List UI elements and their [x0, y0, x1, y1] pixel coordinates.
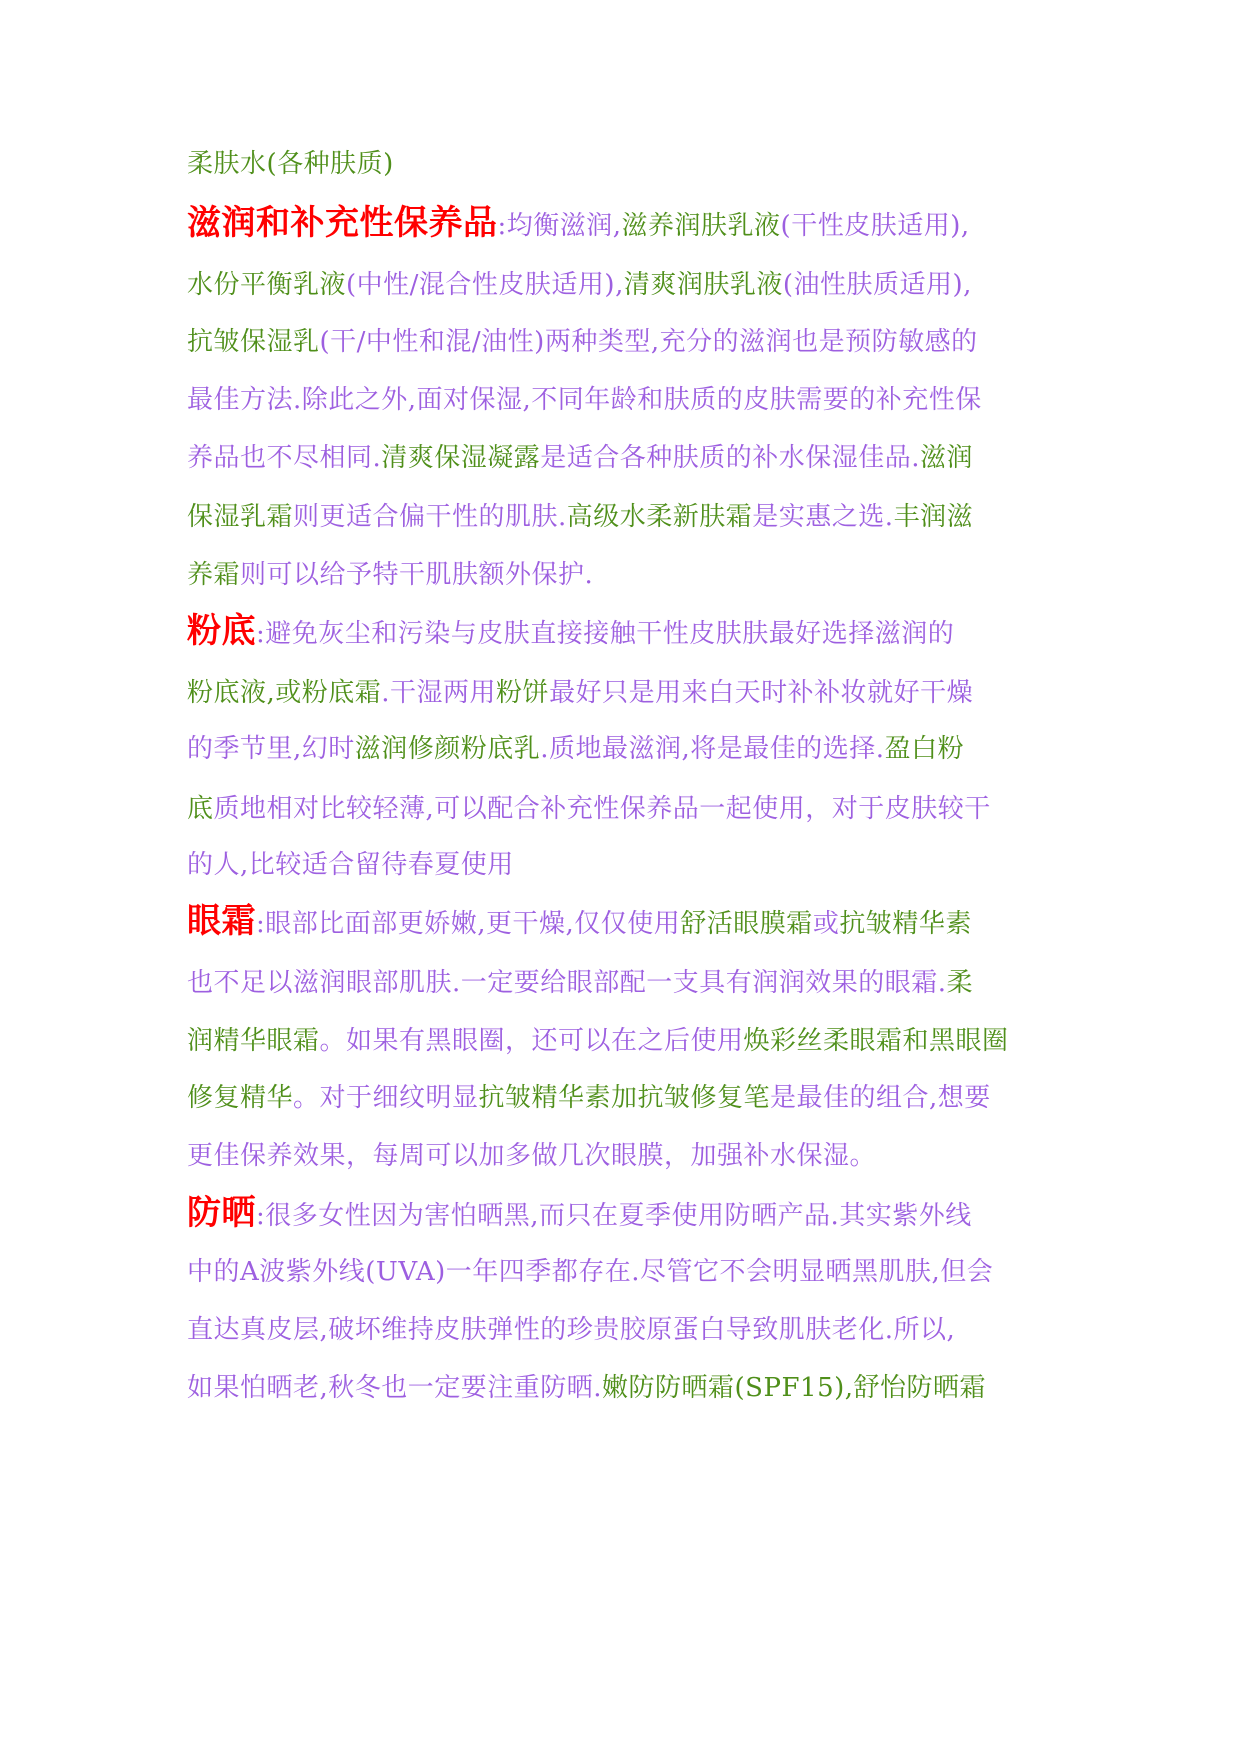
- body-text: 是实惠之选.: [752, 502, 894, 532]
- text-line: [187, 613, 954, 652]
- product-name: 滋润: [920, 443, 974, 473]
- body-text: 是适合各种肤质的补水保湿佳品.: [540, 443, 921, 473]
- text-line: [187, 205, 970, 244]
- product-name: 抗皱保湿乳: [187, 327, 320, 357]
- product-name: 润精华眼霜: [187, 1026, 320, 1056]
- text-line: [187, 791, 991, 827]
- product-name: 清爽润肤乳液: [623, 270, 783, 300]
- body-text: 或: [812, 909, 840, 939]
- text-line: [187, 1080, 991, 1116]
- body-text: 。对于细纹明显: [293, 1083, 479, 1113]
- body-text: :眼部比面部更娇嫩,更干燥,仅仅使用: [256, 909, 681, 939]
- body-text: 。如果有黑眼圈，还可以在之后使用: [319, 1026, 744, 1056]
- text-line: [187, 731, 964, 767]
- text-line: [187, 1023, 1009, 1059]
- body-text: (油性肤质适用),: [782, 270, 972, 300]
- product-name: 嫩防防晒霜(SPF15),舒怡防晒霜: [602, 1373, 987, 1403]
- product-name: 丰润滋: [893, 502, 974, 532]
- product-name: 粉底液,: [187, 678, 276, 708]
- text-line: [187, 903, 972, 942]
- section-heading: 眼霜: [187, 901, 256, 941]
- text-line: [187, 675, 973, 711]
- body-text: 最好只是用来白天时补补妆就好干燥: [549, 678, 974, 708]
- product-name: 焕彩丝柔眼霜和黑眼圈: [743, 1026, 1009, 1056]
- product-name: 水份平衡乳液: [187, 270, 347, 300]
- text-line: [187, 382, 982, 418]
- product-name: 保湿乳霜: [187, 502, 294, 532]
- body-text: (干性皮肤适用),: [780, 211, 970, 241]
- body-text: 如果怕晒老,秋冬也一定要注重防晒.: [187, 1373, 603, 1403]
- body-text: .质地最滋润,将是最佳的选择.: [540, 734, 885, 764]
- body-text: 中的A波紫外线(UVA)一年四季都存在.尽管它不会明显晒黑肌肤,但会: [187, 1257, 994, 1287]
- product-name: 盈白粉: [884, 734, 965, 764]
- product-name: 养霜: [187, 560, 241, 590]
- product-name: 或粉底霜: [275, 678, 382, 708]
- body-text: 直达真皮层,破坏维持皮肤弹性的珍贵胶原蛋白导致肌肤老化.所以,: [187, 1315, 956, 1345]
- text-line: [187, 1138, 876, 1174]
- text-line: [187, 847, 514, 883]
- body-text: .干湿两用: [381, 678, 497, 708]
- text-line: [187, 440, 973, 476]
- body-text: :避免灰尘和污染与皮肤直接接触干性皮肤肤最好选择滋润的: [256, 619, 955, 649]
- text-line: [187, 1312, 955, 1348]
- product-name: 滋养润肤乳液: [621, 211, 781, 241]
- text-line: [187, 1195, 972, 1234]
- body-text: (干/中性和混/油性)两种类型,充分的滋润也是预防敏感的: [319, 327, 978, 357]
- product-name: 柔: [946, 968, 974, 998]
- section-heading: 滋润和补充性保养品: [187, 203, 498, 243]
- section-heading: 防晒: [187, 1193, 256, 1233]
- product-name: 高级水柔新肤霜: [566, 502, 753, 532]
- product-name: 舒活眼膜霜: [680, 909, 813, 939]
- body-text: 的人,比较适合留待春夏使用: [187, 850, 514, 880]
- body-text: :很多女性因为害怕晒黑,而只在夏季使用防晒产品.其实紫外线: [256, 1201, 972, 1231]
- body-text: 更佳保养效果，每周可以加多做几次眼膜，加强补水保湿。: [187, 1141, 877, 1171]
- body-text: (中性/混合性皮肤适用),: [346, 270, 624, 300]
- body-text: 质地相对比较轻薄,可以配合补充性保养品一起使用，对于皮肤较干: [213, 794, 991, 824]
- product-name: 抗皱精华素: [839, 909, 972, 939]
- text-line: [187, 267, 972, 303]
- product-name: 滋润修颜粉底乳: [354, 734, 541, 764]
- product-name: 柔肤水(各种肤质): [187, 149, 394, 179]
- product-name: 抗皱精华素加抗皱修复笔: [478, 1083, 771, 1113]
- body-text: 最佳方法.除此之外,面对保湿,不同年龄和肤质的皮肤需要的补充性保: [187, 385, 982, 415]
- product-name: 底: [187, 794, 214, 824]
- body-text: 养品也不尽相同.: [187, 443, 382, 473]
- body-text: 也不足以滋润眼部肌肤.一定要给眼部配一支具有润润效果的眼霜.: [187, 968, 947, 998]
- product-name: 修复精华: [187, 1083, 294, 1113]
- text-line: [187, 965, 973, 1001]
- text-line: [187, 324, 978, 360]
- body-text: 则可以给予特干肌肤额外保护.: [240, 560, 594, 590]
- product-name: 粉饼: [496, 678, 550, 708]
- text-line: [187, 1254, 993, 1290]
- body-text: :均衡滋润,: [497, 211, 622, 241]
- body-text: 则更适合偏干性的肌肤.: [293, 502, 567, 532]
- text-line: [187, 1370, 986, 1406]
- text-line: [187, 557, 593, 593]
- body-text: 的季节里,幻时: [187, 734, 355, 764]
- product-name: 清爽保湿凝露: [381, 443, 541, 473]
- body-text: 是最佳的组合,想要: [770, 1083, 991, 1113]
- section-heading: 粉底: [187, 611, 256, 651]
- text-line: [187, 146, 394, 182]
- text-line: [187, 499, 973, 535]
